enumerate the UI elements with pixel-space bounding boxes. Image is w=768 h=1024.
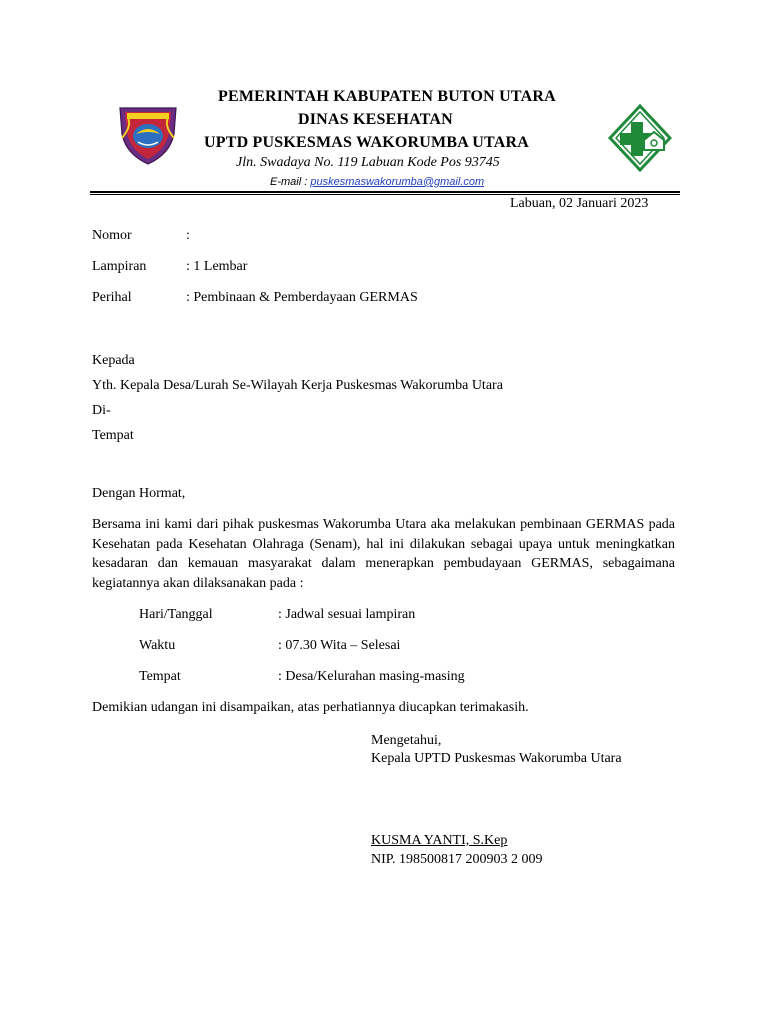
signatory-position: Kepala UPTD Puskesmas Wakorumba Utara — [371, 751, 622, 766]
puskesmas-logo — [608, 104, 672, 172]
kepada: Kepada — [92, 353, 135, 368]
header-divider-thick — [90, 191, 680, 193]
greeting: Dengan Hormat, — [92, 486, 186, 501]
letter-date: Labuan, 02 Januari 2023 — [510, 196, 649, 211]
signatory-nip: NIP. 198500817 200903 2 009 — [371, 852, 543, 867]
recipient-tempat: Tempat — [92, 428, 134, 443]
header-address: Jln. Swadaya No. 119 Labuan Kode Pos 93745 — [236, 155, 500, 170]
lampiran-label: Lampiran — [92, 259, 147, 274]
header-divider-thin — [90, 194, 680, 195]
perihal-value: : Pembinaan & Pemberdayaan GERMAS — [186, 290, 418, 305]
nomor-value: : — [186, 228, 190, 243]
regency-emblem-logo — [114, 104, 182, 166]
waktu-label: Waktu — [139, 638, 176, 653]
hari-label: Hari/Tanggal — [139, 607, 213, 622]
header-line-1: PEMERINTAH KABUPATEN BUTON UTARA — [218, 88, 556, 105]
signatory-name: KUSMA YANTI, S.Kep — [371, 833, 508, 848]
body-paragraph: Bersama ini kami dari pihak puskesmas Wakorumba Utara aka melakukan pembinaan GERMAS pada Kesehatan pada Kesehatan Olahraga (Senam), hal ini dilakukan sebagai upaya untuk meningkatkan kesadaran dan kemauan masyarakat dalam menerapkan pembudayaan GERMAS, sebagaimana kegiatannya akan dilaksanakan pada : — [92, 517, 675, 591]
lampiran-value: : 1 Lembar — [186, 259, 248, 274]
header-line-3: UPTD PUSKESMAS WAKORUMBA UTARA — [204, 134, 529, 151]
email-link[interactable]: puskesmaswakorumba@gmail.com — [310, 176, 485, 188]
email-label: E-mail : — [270, 176, 311, 188]
recipient-yth: Yth. Kepala Desa/Lurah Se-Wilayah Kerja Puskesmas Wakorumba Utara — [92, 378, 503, 393]
header-email-line — [270, 176, 484, 188]
closing-sentence: Demikian udangan ini disampaikan, atas perhatiannya diucapkan terimakasih. — [92, 700, 529, 715]
nomor-label: Nomor — [92, 228, 132, 243]
tempat-label: Tempat — [139, 669, 181, 684]
recipient-di: Di- — [92, 403, 111, 418]
mengetahui: Mengetahui, — [371, 733, 442, 748]
perihal-label: Perihal — [92, 290, 132, 305]
waktu-value: : 07.30 Wita – Selesai — [278, 638, 401, 653]
header-line-2: DINAS KESEHATAN — [298, 111, 453, 128]
hari-value: : Jadwal sesuai lampiran — [278, 607, 416, 622]
tempat-value: : Desa/Kelurahan masing-masing — [278, 669, 465, 684]
